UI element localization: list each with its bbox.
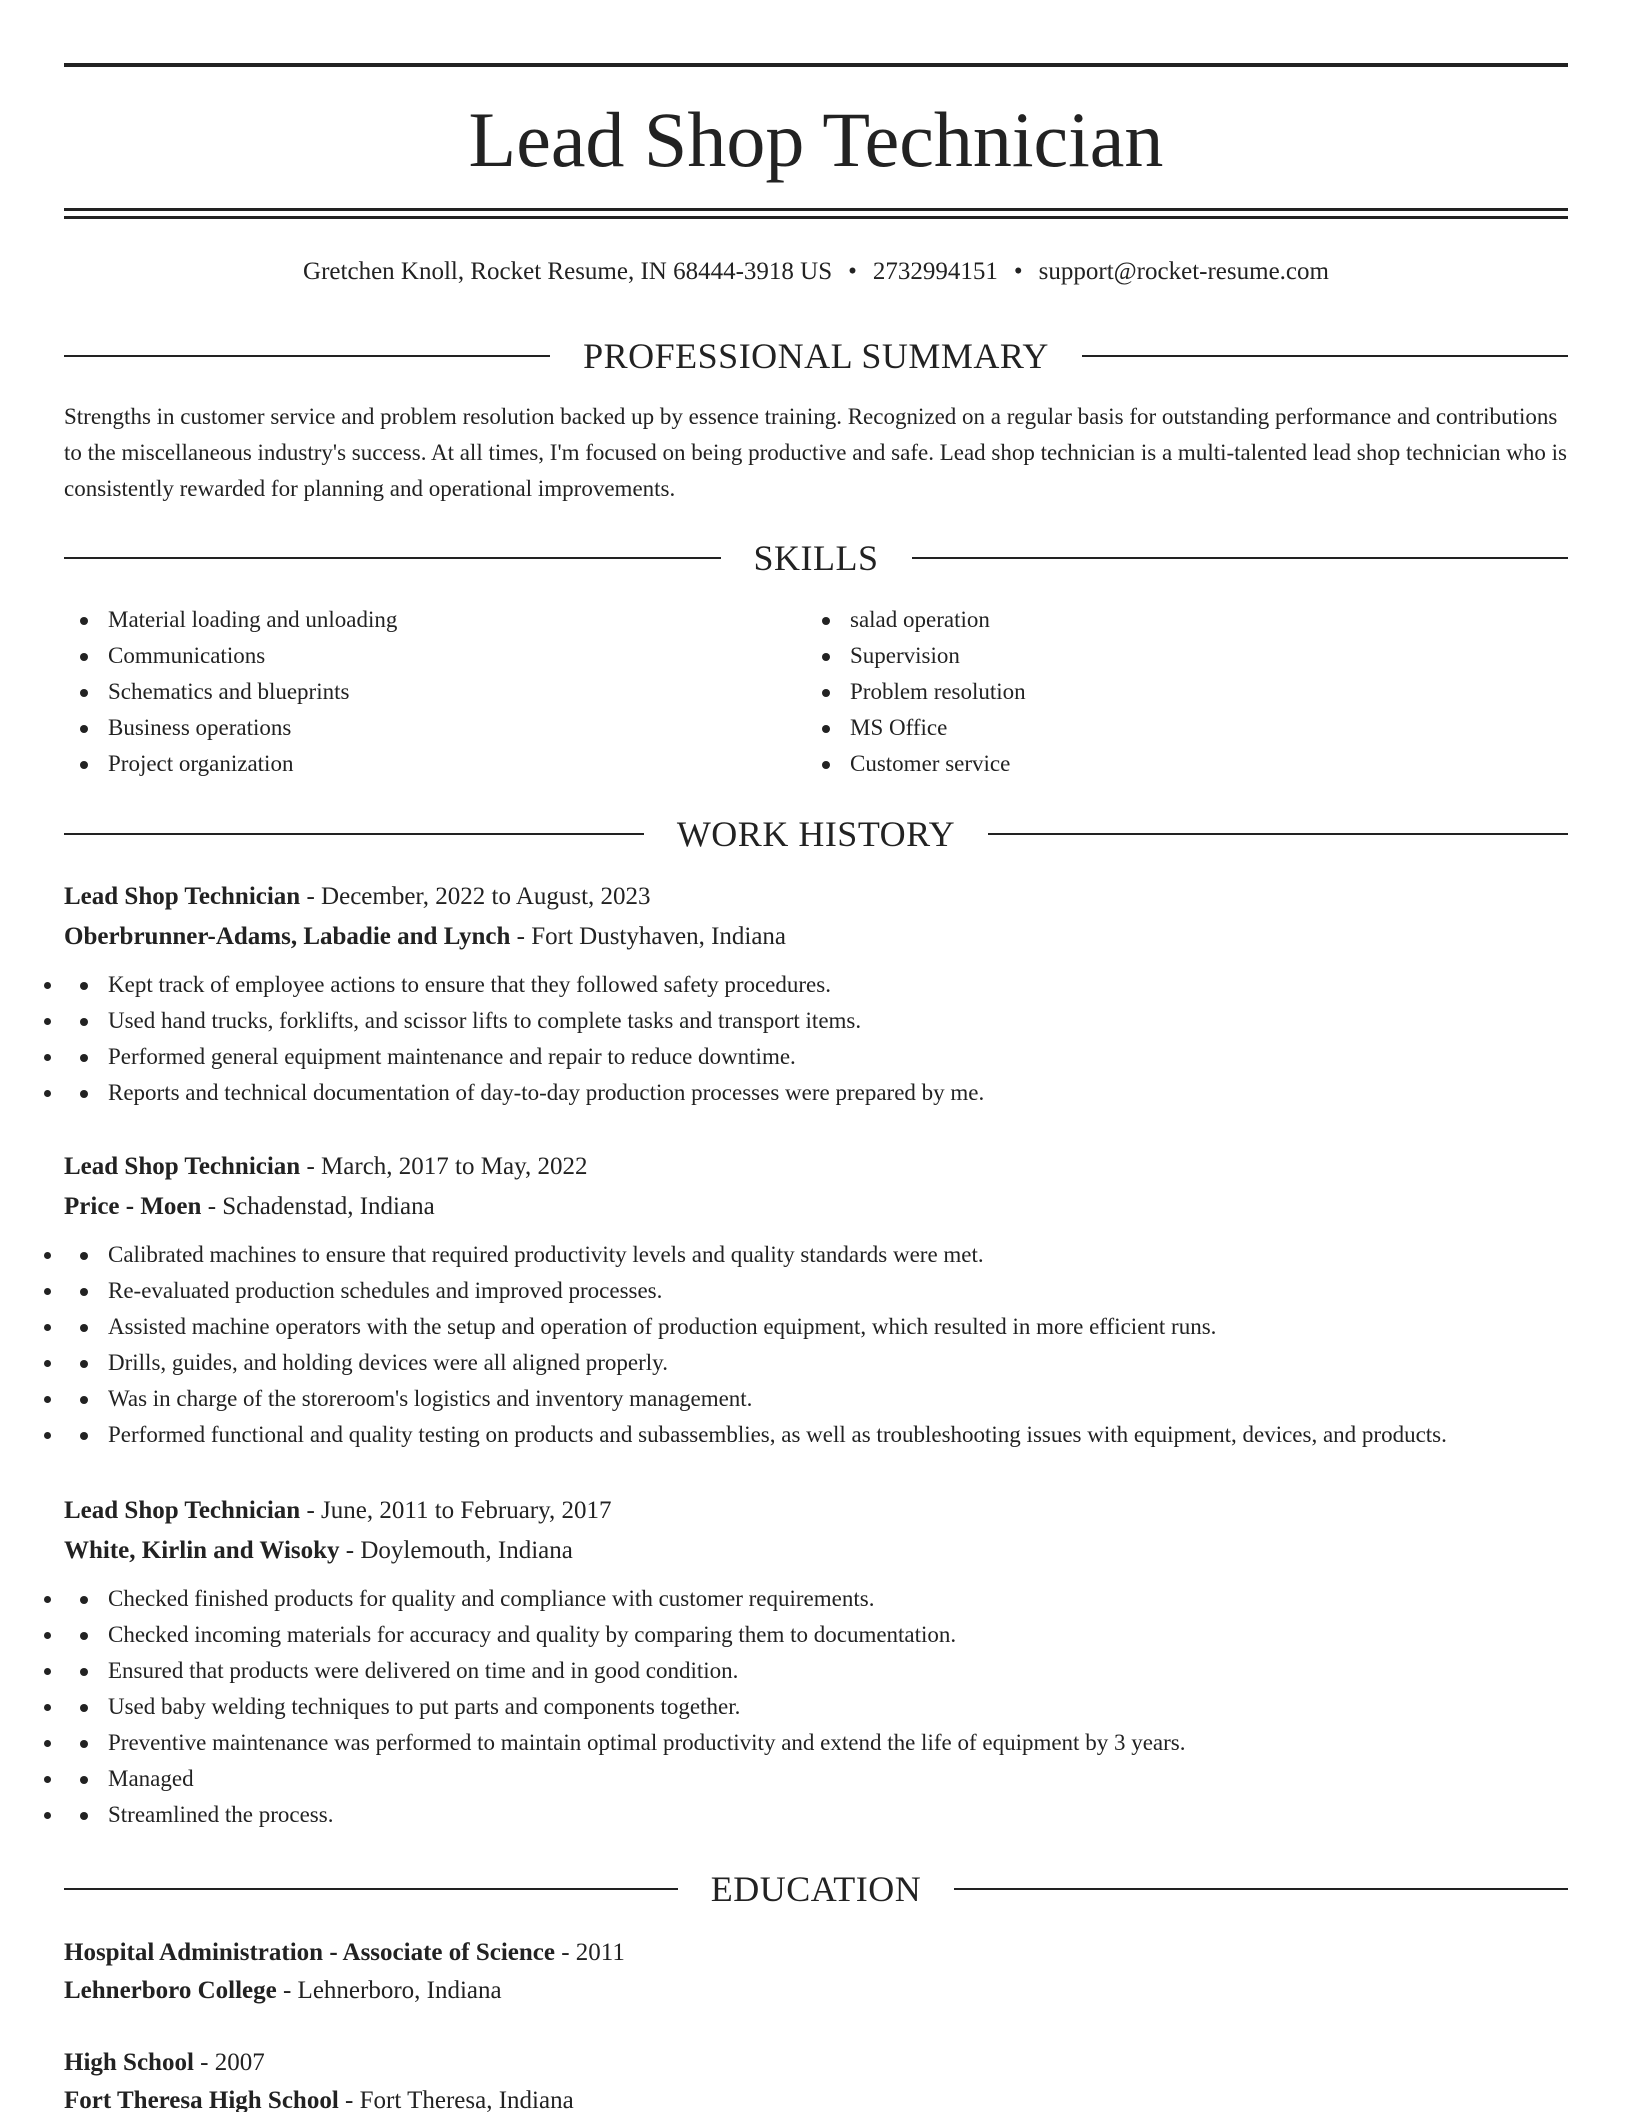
skill-item: Project organization bbox=[64, 746, 806, 782]
job-location: Doylemouth, Indiana bbox=[360, 1537, 573, 1564]
education-school: Fort Theresa High School bbox=[64, 2087, 339, 2112]
work-heading bbox=[64, 812, 1568, 856]
job-bullet: • Re-evaluated production schedules and improved processes. bbox=[64, 1273, 1568, 1309]
job-company: White, Kirlin and Wisoky bbox=[64, 1537, 340, 1564]
skill-item: Customer service bbox=[806, 746, 1548, 782]
job-bullet: • Reports and technical documentation of day-to-day production processes were prepared by me. bbox=[64, 1075, 1568, 1111]
education-location: Fort Theresa, Indiana bbox=[359, 2087, 574, 2112]
education-school-line: Lehnerboro College - Lehnerboro, Indiana bbox=[64, 1977, 502, 2004]
job-company-line: White, Kirlin and Wisoky - Doylemouth, Indiana bbox=[64, 1537, 573, 1564]
job-entry bbox=[64, 1147, 1568, 1453]
skill-item: Business operations bbox=[64, 710, 806, 746]
heading-rule bbox=[988, 833, 1568, 835]
job-bullets bbox=[64, 1237, 1568, 1453]
education-year: 2007 bbox=[214, 2049, 265, 2076]
job-bullet: • Checked finished products for quality and compliance with customer requirements. bbox=[64, 1581, 1568, 1617]
job-title: Lead Shop Technician bbox=[64, 1497, 301, 1524]
heading-rule bbox=[64, 355, 550, 357]
education-school-line: Fort Theresa High School - Fort Theresa, Indiana bbox=[64, 2087, 574, 2112]
job-bullet: • Used hand trucks, forklifts, and scissor lifts to complete tasks and transport items. bbox=[64, 1003, 1568, 1039]
job-bullet: • Was in charge of the storeroom's logistics and inventory management. bbox=[64, 1381, 1568, 1417]
job-bullet: • Drills, guides, and holding devices were all aligned properly. bbox=[64, 1345, 1568, 1381]
job-bullet: • Used baby welding techniques to put parts and components together. bbox=[64, 1689, 1568, 1725]
job-company-line: Price - Moen - Schadenstad, Indiana bbox=[64, 1193, 435, 1220]
job-bullet: • Performed general equipment maintenance and repair to reduce downtime. bbox=[64, 1039, 1568, 1075]
education-year: 2011 bbox=[575, 1939, 625, 1966]
contact-separator: • bbox=[1013, 258, 1023, 285]
education-degree: High School bbox=[64, 2049, 194, 2076]
summary-heading bbox=[64, 334, 1568, 378]
education-school: Lehnerboro College bbox=[64, 1977, 277, 2004]
education-entry bbox=[64, 1934, 1568, 2010]
skill-item: Material loading and unloading bbox=[64, 602, 806, 638]
heading-rule bbox=[1082, 355, 1568, 357]
education-degree-line: High School - 2007 bbox=[64, 2049, 265, 2076]
title-rule-upper bbox=[64, 208, 1568, 211]
skills-column-right bbox=[806, 602, 1548, 782]
skills-column-left bbox=[64, 602, 806, 782]
job-bullet: • Streamlined the process. bbox=[64, 1797, 1568, 1833]
job-title-line: Lead Shop Technician - March, 2017 to May, 2022 bbox=[64, 1153, 588, 1180]
skills-list bbox=[64, 602, 1568, 782]
heading-rule bbox=[64, 557, 721, 559]
summary-heading-text: PROFESSIONAL SUMMARY bbox=[583, 336, 1049, 376]
job-location: Schadenstad, Indiana bbox=[222, 1193, 435, 1220]
skill-item: Problem resolution bbox=[806, 674, 1548, 710]
job-bullet: • Kept track of employee actions to ensure that they followed safety procedures. bbox=[64, 967, 1568, 1003]
contact-email: support@rocket-resume.com bbox=[1038, 258, 1329, 285]
education-location: Lehnerboro, Indiana bbox=[297, 1977, 502, 2004]
job-bullet: • Checked incoming materials for accuracy and quality by comparing them to documentation. bbox=[64, 1617, 1568, 1653]
contact-phone: 2732994151 bbox=[872, 258, 998, 285]
title-rule-lower bbox=[64, 216, 1568, 219]
job-bullet: • Managed bbox=[64, 1761, 1568, 1797]
job-bullets bbox=[64, 1581, 1568, 1833]
job-bullet: • Preventive maintenance was performed to maintain optimal productivity and extend the life of equipment by 3 years. bbox=[64, 1725, 1568, 1761]
job-company: Price - Moen bbox=[64, 1193, 202, 1220]
education-heading bbox=[64, 1867, 1568, 1911]
resume-title: Lead Shop Technician bbox=[468, 96, 1164, 183]
skill-item: Supervision bbox=[806, 638, 1548, 674]
job-bullet: • Assisted machine operators with the setup and operation of production equipment, which resulted in more efficient runs. bbox=[64, 1309, 1568, 1345]
top-rule bbox=[64, 63, 1568, 67]
education-degree-line: Hospital Administration - Associate of Science - 2011 bbox=[64, 1939, 625, 1966]
skill-item: MS Office bbox=[806, 710, 1548, 746]
job-location: Fort Dustyhaven, Indiana bbox=[531, 923, 787, 950]
contact-separator: • bbox=[848, 258, 857, 285]
job-dates: June, 2011 to February, 2017 bbox=[321, 1497, 612, 1524]
contact-address: Gretchen Knoll, Rocket Resume, IN 68444-3918 US bbox=[303, 258, 833, 285]
education-entry bbox=[64, 2044, 1568, 2112]
job-title: Lead Shop Technician bbox=[64, 1153, 301, 1180]
job-bullets bbox=[64, 967, 1568, 1111]
job-bullet: • Calibrated machines to ensure that required productivity levels and quality standards were met. bbox=[64, 1237, 1568, 1273]
skill-item: salad operation bbox=[806, 602, 1548, 638]
heading-rule bbox=[64, 1888, 678, 1890]
skill-item: Schematics and blueprints bbox=[64, 674, 806, 710]
job-dates: March, 2017 to May, 2022 bbox=[321, 1153, 588, 1180]
skill-item: Communications bbox=[64, 638, 806, 674]
contact-line bbox=[64, 255, 1568, 289]
heading-rule bbox=[64, 833, 644, 835]
education-heading-text: EDUCATION bbox=[710, 1869, 922, 1909]
skills-heading-text: SKILLS bbox=[753, 538, 879, 578]
job-title-line: Lead Shop Technician - December, 2022 to August, 2023 bbox=[64, 883, 651, 910]
job-entry bbox=[64, 877, 1568, 1111]
job-bullet: • Performed functional and quality testing on products and subassemblies, as well as troubleshooting issues with equipment, devices, and products. bbox=[64, 1417, 1568, 1453]
heading-rule bbox=[912, 557, 1569, 559]
job-bullet: • Ensured that products were delivered on time and in good condition. bbox=[64, 1653, 1568, 1689]
job-title-line: Lead Shop Technician - June, 2011 to February, 2017 bbox=[64, 1497, 612, 1524]
skills-heading bbox=[64, 536, 1568, 580]
summary-text: Strengths in customer service and problem resolution backed up by essence training. Recognized on a regular basis for outstanding performance and contributions to the miscellaneous industry's success. At all times, I'm focused on being productive and safe. Lead shop technician is a multi-talented lead shop technician who is consistently rewarded for planning and operational improvements. bbox=[64, 404, 1567, 501]
job-company-line: Oberbrunner-Adams, Labadie and Lynch - Fort Dustyhaven, Indiana bbox=[64, 923, 787, 950]
job-title: Lead Shop Technician bbox=[64, 883, 301, 910]
job-entry bbox=[64, 1491, 1568, 1833]
work-heading-text: WORK HISTORY bbox=[676, 814, 956, 854]
heading-rule bbox=[954, 1888, 1568, 1890]
job-company: Oberbrunner-Adams, Labadie and Lynch bbox=[64, 923, 511, 950]
education-degree: Hospital Administration - Associate of Science bbox=[64, 1939, 555, 1966]
job-dates: December, 2022 to August, 2023 bbox=[321, 883, 651, 910]
